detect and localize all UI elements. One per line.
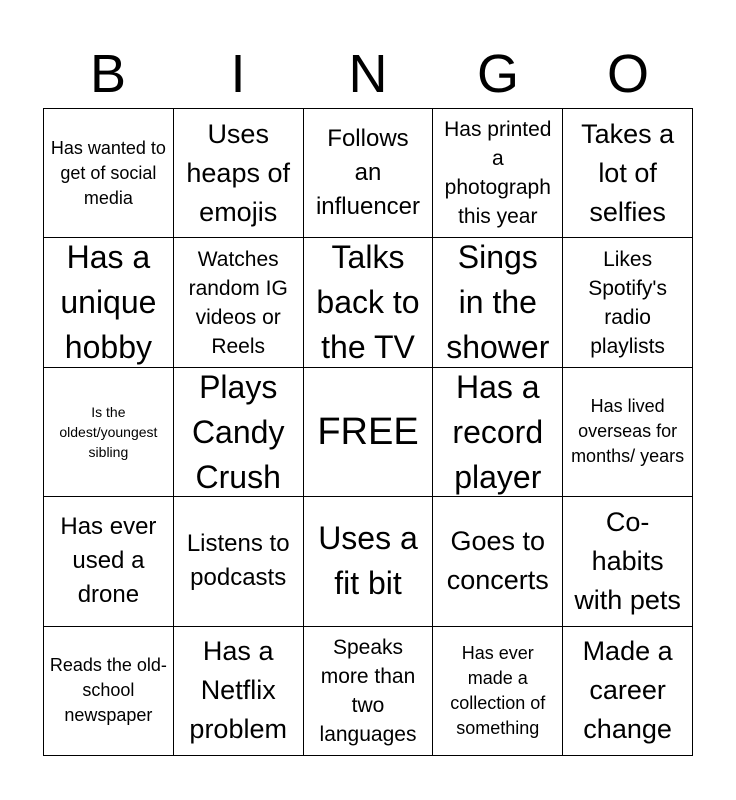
bingo-cell-r2c4[interactable] <box>433 238 563 367</box>
cell-text: Has wanted to get of social media <box>50 137 166 208</box>
bingo-cell-r5c2[interactable] <box>174 627 304 756</box>
free-space-label: FREE <box>317 410 419 453</box>
bingo-cell-r1c2[interactable] <box>174 109 304 238</box>
cell-text: Made a career change <box>582 636 673 745</box>
header-letter-b: B <box>89 44 127 104</box>
bingo-cell-r3c5[interactable] <box>563 368 693 497</box>
bingo-cell-r5c5[interactable] <box>563 627 693 756</box>
cell-text: Uses heaps of emojis <box>186 118 290 227</box>
bingo-header <box>43 40 693 108</box>
bingo-cell-r3c1[interactable] <box>44 368 174 497</box>
cell-text: Has a record player <box>452 368 544 495</box>
cell-text: Uses a fit bit <box>318 520 418 602</box>
cell-text: Has ever made a collection of something <box>450 642 546 738</box>
cell-text: Has printed a photograph this year <box>444 118 552 229</box>
bingo-cell-r3c2[interactable] <box>174 368 304 497</box>
bingo-cell-r1c4[interactable] <box>433 109 563 238</box>
bingo-cell-r1c1[interactable] <box>44 109 174 238</box>
cell-text: Talks back to the TV <box>316 239 420 366</box>
bingo-cell-r2c2[interactable] <box>174 238 304 367</box>
cell-text: Has ever used a drone <box>60 513 157 609</box>
bingo-cell-r1c3[interactable] <box>304 109 434 238</box>
cell-text: Plays Candy Crush <box>191 368 285 495</box>
header-letter-o: O <box>606 44 649 104</box>
cell-text: Co-habits with pets <box>574 506 681 615</box>
header-letter-i: I <box>230 44 246 104</box>
cell-text: Goes to concerts <box>446 526 549 596</box>
cell-text: Reads the old-school newspaper <box>49 655 167 726</box>
cell-text: Has a Netflix problem <box>189 636 287 745</box>
cell-text: Takes a lot of selfies <box>581 118 675 227</box>
bingo-cell-r4c5[interactable] <box>563 497 693 626</box>
header-letter-g: G <box>476 44 519 104</box>
bingo-cell-r2c5[interactable] <box>563 238 693 367</box>
bingo-cell-r2c1[interactable] <box>44 238 174 367</box>
cell-text: Has a unique hobby <box>60 239 157 366</box>
bingo-cell-r5c1[interactable] <box>44 627 174 756</box>
bingo-cell-r3c4[interactable] <box>433 368 563 497</box>
cell-text: Sings in the shower <box>446 239 550 366</box>
cell-text: Watches random IG videos or Reels <box>188 247 288 358</box>
bingo-cell-r4c2[interactable] <box>174 497 304 626</box>
bingo-cell-free[interactable] <box>304 368 434 497</box>
bingo-cell-r5c4[interactable] <box>433 627 563 756</box>
cell-text: Likes Spotify's radio playlists <box>588 247 667 358</box>
bingo-cell-r2c3[interactable] <box>304 238 434 367</box>
bingo-cell-r4c3[interactable] <box>304 497 434 626</box>
bingo-cell-r4c4[interactable] <box>433 497 563 626</box>
cell-text: Has lived overseas for months/ years <box>571 396 685 467</box>
cell-text: Speaks more than two languages <box>319 635 417 746</box>
bingo-cell-r5c3[interactable] <box>304 627 434 756</box>
cell-text: Follows an influencer <box>315 125 421 221</box>
cell-text: Is the oldest/youngest sibling <box>59 403 158 460</box>
header-letter-n: N <box>348 44 388 104</box>
bingo-cell-r4c1[interactable] <box>44 497 174 626</box>
bingo-grid <box>43 108 693 756</box>
bingo-cell-r1c5[interactable] <box>563 109 693 238</box>
cell-text: Listens to podcasts <box>186 530 290 592</box>
